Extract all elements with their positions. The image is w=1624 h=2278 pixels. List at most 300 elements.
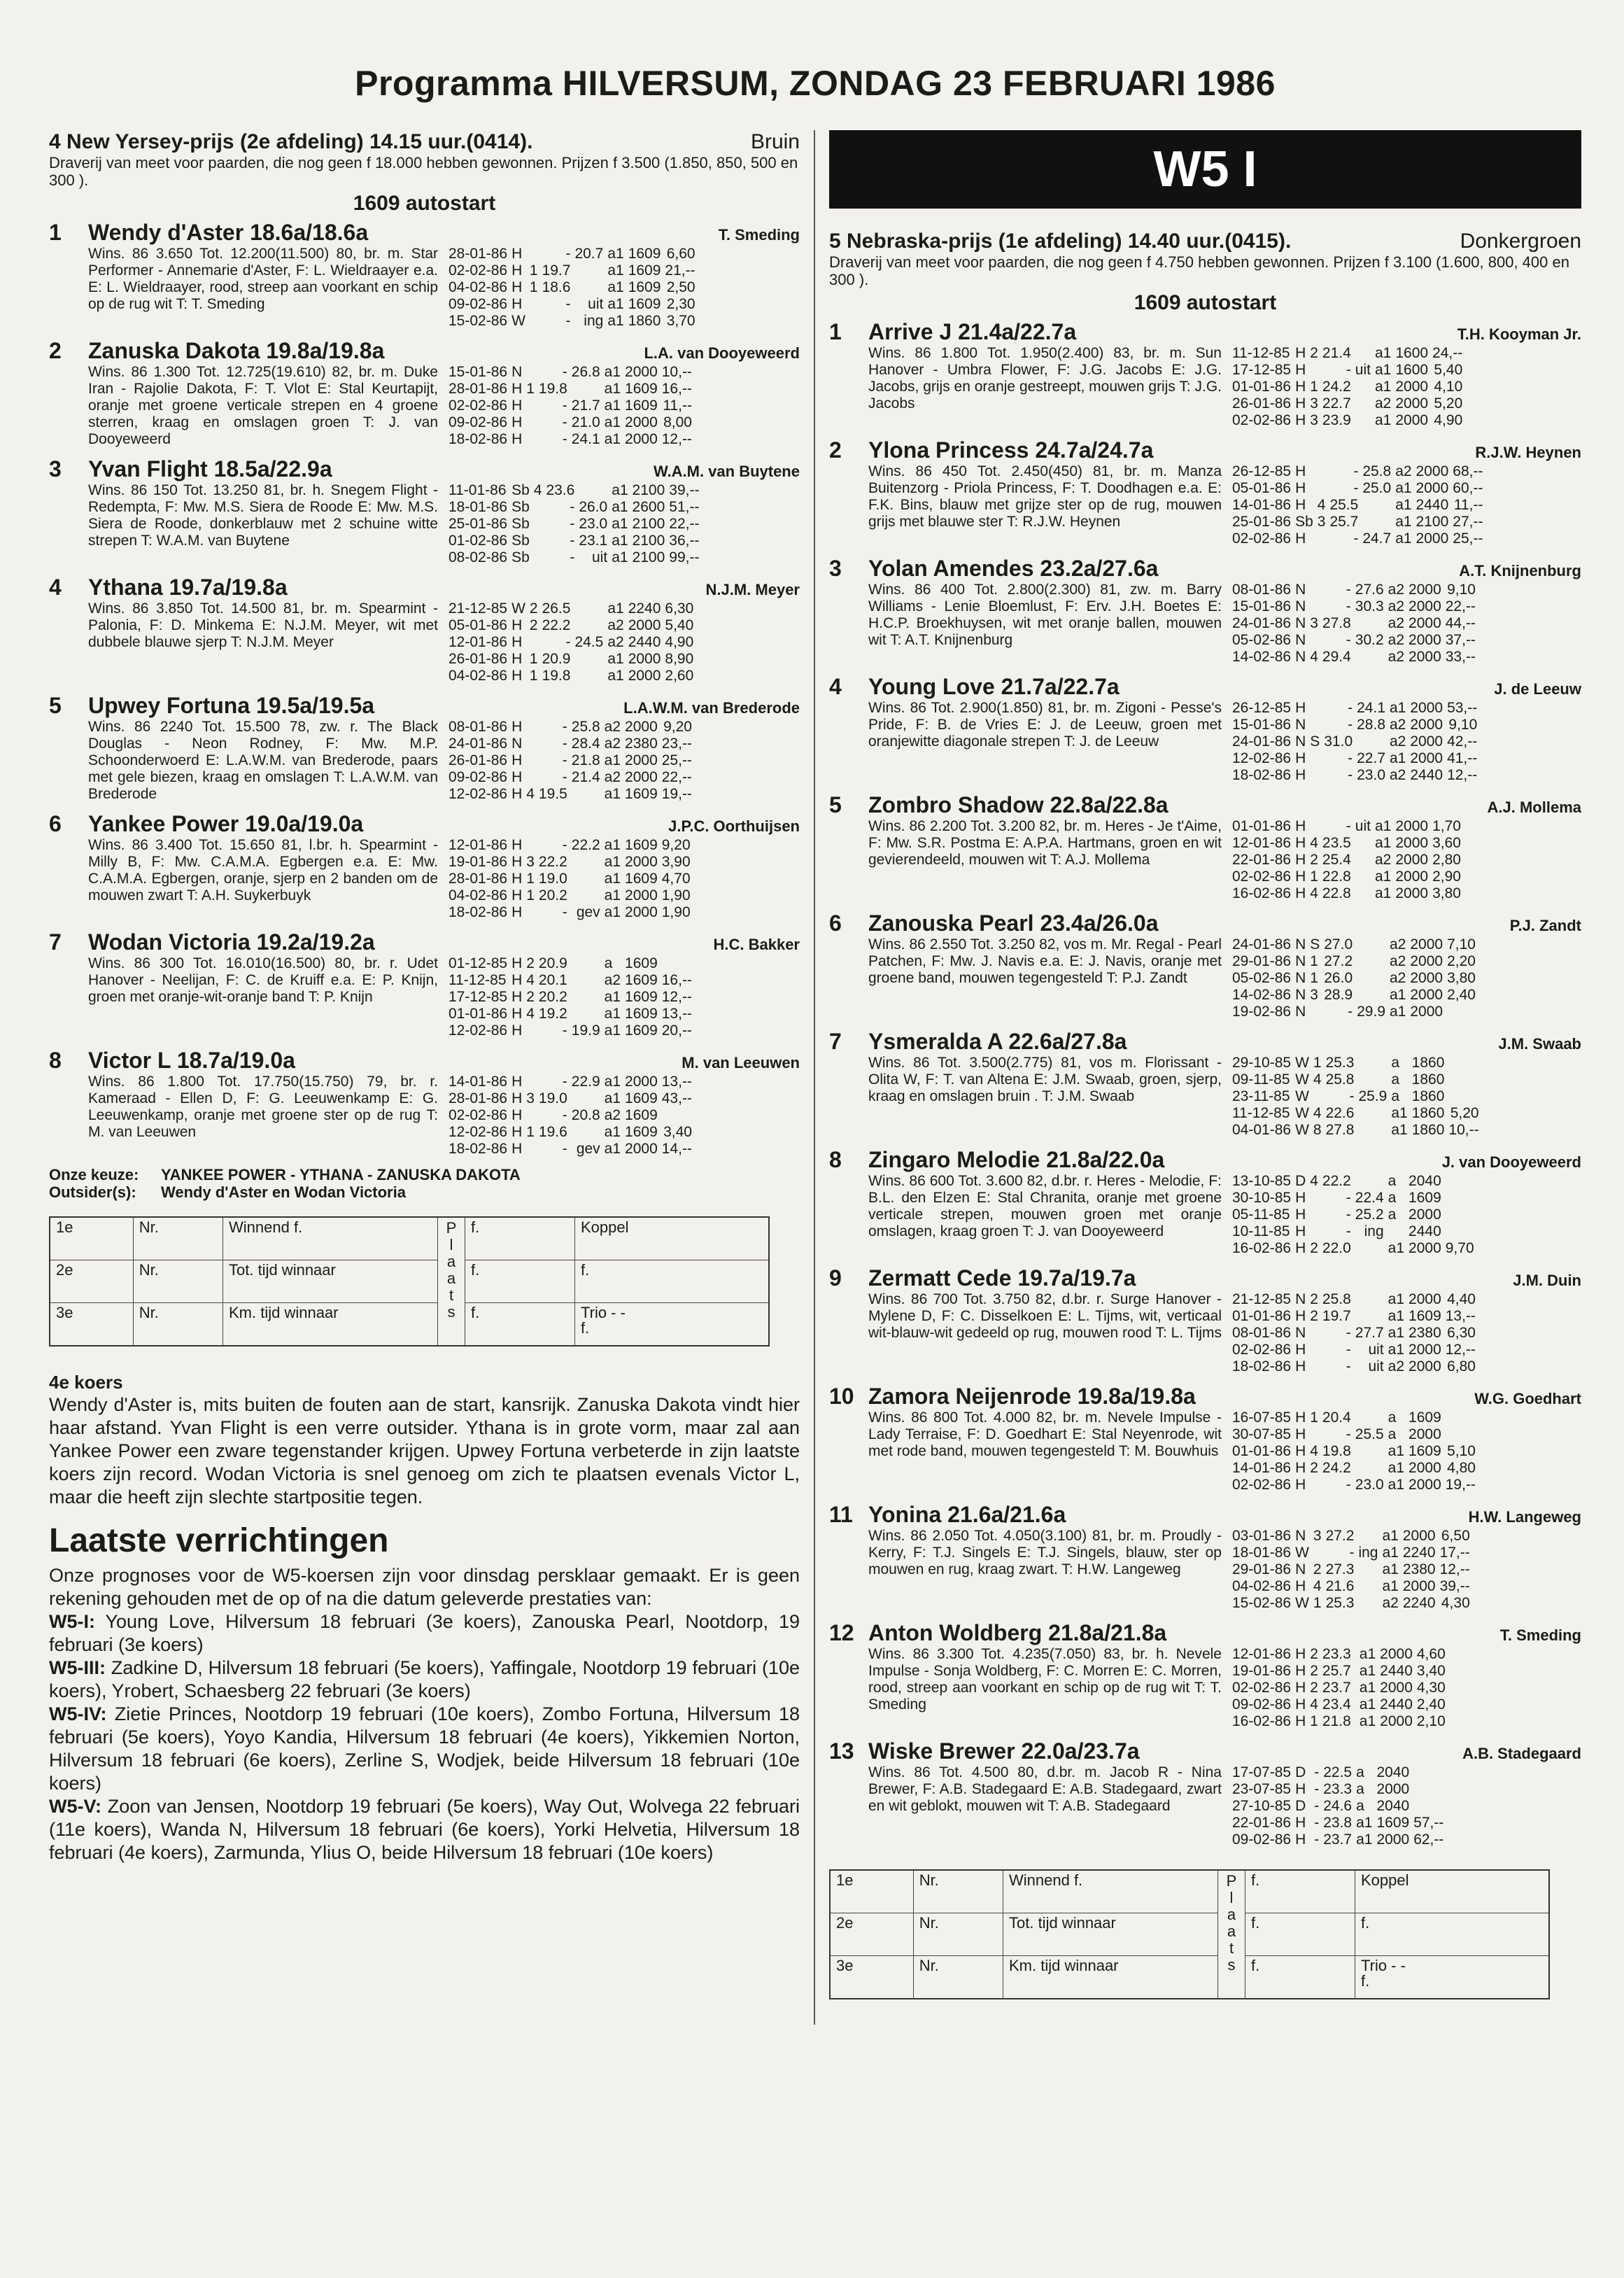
horse-header [829,437,1581,463]
result-row [1230,1680,1448,1696]
horse-number: 12 [829,1620,854,1645]
result-cell: 3,40 [663,1124,692,1140]
horse-entry [829,1147,1581,1257]
results-table [446,482,701,566]
result-cell: a2 [1390,970,1406,986]
result-cell: - [1346,1325,1351,1341]
result-cell [1411,1781,1446,1798]
result-cell [572,600,605,617]
result-cell: N [511,364,523,380]
horse-header [829,1384,1581,1409]
result-cell: H [511,786,523,802]
horse-body [829,1764,1581,1848]
result-cell: a1 [607,600,624,617]
horse-header [829,1029,1581,1055]
result-cell [524,398,537,414]
result-cell: 2000 [625,364,658,380]
horse-body [49,482,800,566]
grid-f: f. [1245,1956,1355,1999]
result-cell: 18-02-86 [449,904,508,920]
result-row [1230,750,1479,767]
result-row [446,516,701,533]
result-cell: a [1356,1781,1364,1797]
result-row [1230,598,1478,615]
horse-entry [829,792,1581,902]
horse-description: Wins. 86 3.850 Tot. 14.500 81, br. m. Spearmint - Palonia, F: D. Minkema E: N.J.M. Meyer, wit met dubbele blauwe sjerp T: N.J.M. Meyer [88,600,438,650]
result-cell: 99,-- [669,549,700,565]
result-cell: 2 [1310,1240,1318,1256]
result-cell: 01-01-86 [1232,818,1292,834]
horse-name: Anton Woldberg 21.8a/21.8a [868,1620,1167,1645]
result-cell: H [1295,1223,1306,1239]
result-cell: 25.8 [1325,1071,1355,1088]
result-row [446,1074,694,1090]
result-cell: 2000 [625,1074,658,1090]
left-column [49,130,815,2025]
result-cell: - [562,1141,567,1157]
result-cell: 22.5 [1323,1764,1353,1780]
result-cell: 05-02-86 [1232,970,1292,986]
result-row [1230,1545,1472,1561]
horse-entry [829,674,1581,784]
result-row [1230,379,1464,395]
result-cell: - [1349,1545,1355,1561]
result-row [1230,649,1478,666]
horse-trainer: P.J. Zandt [1509,917,1581,934]
result-cell [1353,649,1386,666]
result-cell: 2000 [625,904,658,920]
outsider-label: Outsider(s): [49,1183,136,1201]
result-cell: a1 [1390,750,1406,766]
results-table [1230,1764,1446,1848]
grid-plaats: P l a a t s [1218,1870,1245,1999]
result-row [1230,1646,1448,1663]
result-cell: 16-02-86 [1232,1240,1292,1256]
result-cell: 28-01-86 [449,1090,508,1106]
result-cell: 18-02-86 [1232,767,1292,783]
result-cell: 2000 [1376,1781,1410,1797]
result-cell: a1 [1374,869,1392,885]
result-cell: 12-01-86 [1232,835,1292,851]
result-cell: N [1295,1528,1306,1544]
result-cell: 2440 [1380,1663,1413,1679]
result-cell: 01-12-85 [449,955,508,971]
result-cell: 2000 [1408,1291,1441,1307]
horse-trainer: W.A.M. van Buytene [653,463,800,480]
result-row [1230,412,1464,429]
results-table [446,837,693,921]
grid-label: Tot. tijd winnaar [223,1260,438,1303]
result-cell: 16-02-86 [1232,1713,1292,1729]
result-cell [1353,345,1373,362]
result-row [446,600,696,617]
result-cell [1308,1477,1320,1493]
result-row [446,431,694,448]
result-cell: 22,-- [669,516,700,532]
result-cell: 21,-- [665,262,696,279]
result-cell [660,955,694,972]
grid-f: f. [1245,1870,1355,1913]
result-cell: 24-01-86 [1232,936,1292,952]
result-cell: 2 [1310,1646,1318,1662]
result-cell: 2000 [1408,598,1441,614]
result-row [1230,582,1478,598]
result-cell: 22.7 [1357,750,1385,766]
horse-name: Zombro Shadow 22.8a/22.8a [868,792,1168,817]
result-cell: 9,70 [1445,1240,1474,1256]
result-row [446,752,694,769]
result-cell [1308,582,1320,598]
result-cell: 2000 [625,414,658,430]
result-cell: 25.7 [1322,1663,1351,1679]
result-cell [524,1107,537,1124]
horse-body [49,246,800,330]
result-cell: 2440 [1408,1223,1441,1239]
result-cell: 02-02-86 [449,262,508,279]
result-cell [524,431,537,448]
result-cell: - [1314,1831,1320,1848]
result-cell: 4 [526,786,535,802]
result-cell: a2 [1390,953,1406,969]
result-cell: N [1295,717,1306,733]
result-cell: a1 [1391,1105,1408,1121]
result-row [446,1022,694,1039]
result-cell: 26-01-86 [449,752,508,768]
grid-f: f. [1355,1913,1550,1956]
result-cell: Sb [511,499,530,515]
horse-body [829,463,1581,547]
result-cell: 2000 [1395,818,1429,834]
result-cell: a1 [604,904,621,920]
result-cell: 2 [1310,1680,1318,1696]
result-cell: 04-02-86 [449,279,508,295]
race-title-left [49,130,800,154]
horse-description: Wins. 86 800 Tot. 4.000 82, br. m. Nevele Impulse - Lady Terraise, F: D. Goedhart E: Stal Neyenrode, wit met rode band, mouwen tegengesteld T: M. Bouwhuis [868,1409,1222,1459]
result-cell: 21.4 [1322,345,1351,361]
result-cell: 29-10-85 [1232,1055,1292,1071]
result-cell: 08-02-86 [449,549,508,565]
horse-body [49,719,800,803]
result-cell: 25.3 [1325,1595,1355,1611]
grid-f: f. [465,1303,575,1347]
result-cell [528,313,540,330]
horse-number: 10 [829,1384,854,1409]
result-row [446,1090,694,1107]
result-cell: 09-02-86 [449,769,508,785]
result-cell: N [1295,1004,1306,1020]
result-cell [524,769,537,786]
horse-trainer: T.H. Kooyman Jr. [1457,325,1581,343]
result-cell: 24-01-86 [1232,733,1292,750]
result-cell [1353,1409,1386,1426]
grid-place: 1e [50,1217,133,1260]
result-cell: 2000 [1395,379,1429,395]
result-cell: 4,30 [1441,1595,1470,1611]
result-cell: 23.5 [1322,835,1351,851]
result-cell: 12-02-86 [449,1124,508,1140]
result-cell: a1 [1359,1696,1376,1713]
result-row [1230,1578,1472,1595]
result-cell: 39,-- [669,482,700,498]
result-cell: a1 [604,854,621,870]
result-cell: 2000 [1410,700,1443,716]
result-cell: 27.8 [1322,615,1351,631]
result-cell: 2040 [1376,1764,1410,1780]
result-cell: 1609 [625,1022,658,1039]
result-cell: 2040 [1376,1798,1410,1814]
horse-results [1230,1764,1446,1848]
result-cell: a1 [1374,835,1392,851]
result-cell [570,1124,602,1141]
result-cell: 14-02-86 [1232,987,1292,1003]
horse-results [1230,1528,1472,1612]
result-cell: a1 [1395,497,1412,513]
result-cell: a1 [1390,700,1406,716]
laatste-item [49,1703,800,1795]
horse-entry [829,1502,1581,1612]
horse-number: 3 [49,456,62,481]
result-cell: - [565,246,571,262]
result-cell: H [1295,885,1306,901]
result-cell: 20.2 [538,887,567,904]
result-cell: W [511,313,525,329]
result-row [1230,395,1464,412]
horse-body [829,1173,1581,1257]
horse-results [446,955,694,1039]
result-cell: 1 [1310,1713,1318,1729]
result-cell: 12,-- [1445,1342,1476,1358]
result-cell: - [562,837,567,853]
result-cell: a2 [604,736,621,752]
result-cell: 2600 [632,499,665,515]
result-cell: H [1295,700,1306,716]
result-row [446,381,694,398]
result-cell: 23.7 [1323,1831,1353,1848]
result-cell: 15-01-86 [1232,717,1292,733]
result-cell: D [1295,1764,1306,1780]
result-cell: W [1295,1088,1309,1104]
result-cell: 29.9 [1357,1004,1385,1020]
result-cell: 2440 [1415,497,1449,513]
result-cell [1445,1004,1478,1020]
result-row [1230,1764,1446,1781]
result-cell: H [1295,767,1306,783]
result-cell: 4,30 [1416,1680,1446,1696]
result-cell: H [1295,1358,1306,1374]
result-cell: 2,40 [1416,1696,1446,1713]
result-cell: H [1295,345,1306,361]
laatste-intro: Onze prognoses voor de W5-koersen zijn voor dinsdag persklaar gemaakt. Er is geen rekening gehouden met de op of na die datum geleverde prestaties van: [49,1565,800,1609]
horse-entry [829,437,1581,547]
result-cell: a2 [1388,649,1405,665]
result-cell [1386,1223,1406,1240]
result-cell: 1609 [628,262,661,279]
result-cell [1353,412,1373,429]
result-cell [1443,1173,1476,1190]
result-cell: a2 [1388,598,1405,614]
horse-list-right [829,319,1581,1848]
result-row [1230,1831,1446,1848]
result-cell: 1609 [625,1124,658,1140]
result-cell: 25.7 [1329,514,1359,530]
result-cell: 12,-- [661,989,692,1005]
result-cell: a2 [1388,632,1405,648]
result-cell [532,499,544,516]
result-cell: - [1346,1342,1351,1358]
keuze-label: Onze keuze: [49,1166,139,1183]
result-cell: a [604,955,613,971]
result-cell [528,634,540,651]
result-cell: N [1295,987,1306,1003]
results-table [1230,700,1479,784]
result-cell: 41,-- [1447,750,1478,766]
result-row [446,1107,694,1124]
race-name: 4 New Yersey-prijs (2e afdeling) 14.15 uur.(0414). [49,130,533,153]
horse-name: Ylona Princess 24.7a/24.7a [868,437,1154,463]
result-cell: 19.8 [538,381,567,397]
result-cell: 30.2 [1355,632,1384,648]
result-cell: 22.8 [1322,869,1351,885]
result-cell [570,1090,602,1107]
result-cell: 1609 [1408,1190,1441,1206]
result-cell: - [562,414,567,430]
horse-results [446,1074,694,1158]
result-cell: 23.9 [1322,412,1351,428]
result-cell: gev [576,1141,600,1157]
result-cell: 02-02-86 [1232,1342,1292,1358]
result-cell: 13-10-85 [1232,1173,1292,1189]
result-cell: - [1348,700,1353,716]
result-cell: 2 [1310,345,1318,361]
result-cell: H [1295,1342,1306,1358]
result-cell: 23.0 [1357,767,1385,783]
horse-entry [49,456,800,566]
result-cell: 30.3 [1355,598,1384,614]
result-row [1230,936,1478,953]
grid-nr: Nr. [133,1303,223,1347]
result-cell: 17-07-85 [1232,1764,1292,1780]
result-cell: 04-02-86 [449,887,508,904]
horse-description: Wins. 86 700 Tot. 3.750 82, d.br. r. Surge Hanover - Mylene D, F: C. Disselkoen E: L. Tijms, wit, verticaal wit-blauw-wit gedeeld op rug, mouwen rood T: L. Tijms [868,1291,1222,1341]
result-cell: 09-02-86 [449,296,508,312]
result-cell: H [511,1141,523,1157]
laatste-item [49,1610,800,1657]
w5-banner: W5 I [829,130,1581,209]
result-cell: 03-01-86 [1232,1528,1292,1544]
result-cell: 09-11-85 [1232,1071,1290,1088]
horse-header [49,1048,800,1074]
result-cell: 12-01-86 [449,837,508,853]
result-cell: 15-02-86 [1232,1595,1292,1611]
result-cell: 1 [1310,1409,1318,1426]
result-cell [570,381,602,398]
result-cell: 08-01-86 [449,719,508,735]
result-cell: 2,60 [665,668,694,684]
result-cell: 23.3 [1322,1646,1351,1662]
result-cell: H [1295,412,1306,428]
horse-header [829,1502,1581,1528]
result-cell: 1609 [625,837,658,853]
result-cell [570,989,602,1006]
result-cell: 30-07-85 [1232,1426,1292,1442]
result-cell: 2000 [1415,463,1449,479]
laatste-item-label: W5-III: [49,1657,106,1678]
result-cell: 20.4 [1322,1409,1351,1426]
result-cell: 25.8 [1322,1291,1351,1307]
result-cell: 2100 [1415,514,1449,530]
result-cell: H [1295,530,1306,547]
result-cell: - [1346,1477,1351,1493]
grid-trio: Trio - - [581,1304,626,1321]
horse-description: Wins. 86 2.050 Tot. 4.050(3.100) 81, br. m. Proudly - Kerry, F: T.J. Singels E: T.J. Singels, blauw, ster op mouwen en rug, kraag zwart. T: H.W. Langeweg [868,1528,1222,1577]
result-cell: H [1295,1578,1306,1594]
result-cell: 4 [1310,835,1318,851]
grid-row [50,1260,769,1303]
results-table [1230,582,1478,666]
result-cell: - [1314,1815,1320,1831]
result-cell: 26-12-85 [1232,700,1292,716]
results-table [446,600,696,684]
horse-results [1230,345,1464,429]
horse-description: Wins. 86 3.400 Tot. 15.650 81, l.br. h. Spearmint - Milly B, F: Mw. C.A.M.A. Egbergen e.a. E: Mw. C.A.M.A. Egbergen, oranje, sjerp en 2 banden om de mouwen zwart T: A.H. Suykerbuyk [88,837,438,904]
result-row [1230,463,1485,480]
result-cell: 26-12-85 [1232,463,1292,479]
result-cell: 15-01-86 [449,364,508,380]
result-row [1230,1713,1448,1730]
result-cell [1356,1055,1389,1071]
result-row [1230,1595,1472,1612]
result-cell: 4,90 [665,634,694,650]
result-cell: H [511,431,523,447]
result-cell: H [511,972,523,988]
result-cell: - [562,752,567,768]
horse-header [829,1620,1581,1646]
horse-number: 4 [829,674,842,699]
result-cell: 6,30 [1447,1325,1476,1341]
race-conditions: Draverij van meet voor paarden, die nog geen f 4.750 hebben gewonnen. Prijzen f 3.100 (1.600, 800, 400 en 300 ). [829,253,1569,288]
result-cell: Sb [511,516,530,532]
result-row [446,854,693,871]
result-cell: 25.8 [1362,463,1392,479]
result-row [1230,1528,1472,1545]
result-cell: 3,60 [1432,835,1461,851]
result-cell: 11-12-85 [1232,345,1290,361]
result-cell: uit [1355,362,1371,378]
result-cell: 1609 [625,955,658,971]
result-row [446,1141,694,1158]
result-cell: 23.8 [1323,1815,1353,1831]
result-cell: H [1295,1680,1306,1696]
result-cell: 2000 [1408,1207,1441,1223]
result-cell: - [570,499,575,515]
result-cell: - [562,904,567,920]
horse-header [49,929,800,955]
result-cell: a1 [1374,345,1392,361]
result-cell: 1609 [625,989,658,1005]
horse-body [829,345,1581,429]
result-cell: 25.4 [1322,852,1351,868]
result-row [1230,1409,1478,1426]
result-cell: 2380 [1402,1561,1436,1577]
result-grid-left [49,1216,770,1347]
result-cell: 27-10-85 [1232,1798,1292,1814]
result-cell: H [511,1006,523,1022]
result-cell: 1 [1310,970,1318,986]
result-cell: 9,10 [1448,717,1478,733]
result-cell: 2000 [628,617,661,633]
result-cell: 2000 [1395,412,1429,428]
result-cell: 28.4 [571,736,600,752]
